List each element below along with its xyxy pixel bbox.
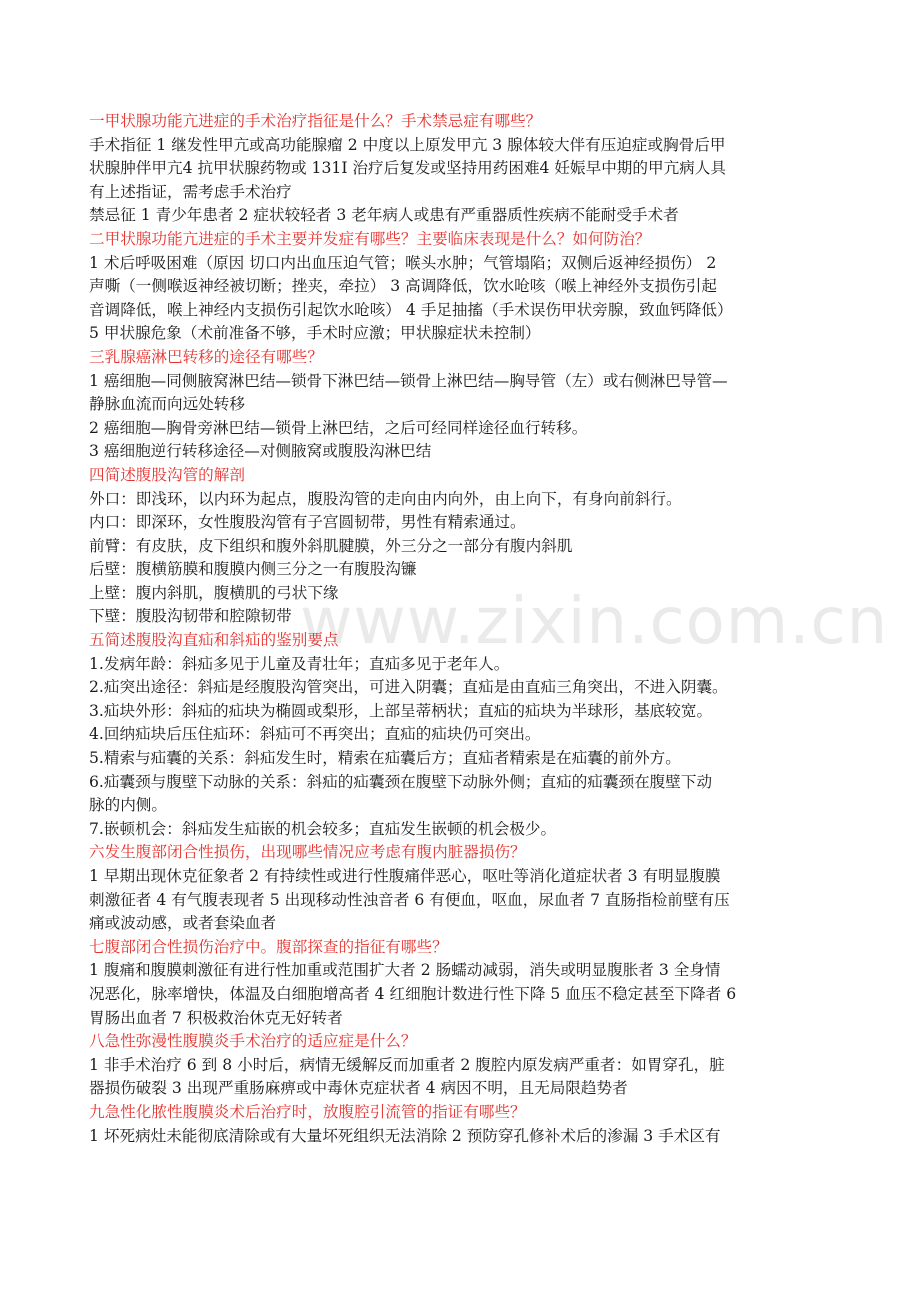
- text-line: 声嘶（一侧喉返神经被切断；挫夹，牵拉） 3 高调降低，饮水呛咳（喉上神经外支损伤引起: [89, 277, 717, 296]
- text-line: 2 癌细胞—胸骨旁淋巴结—锁骨上淋巴结，之后可经同样途径血行转移。: [89, 418, 588, 437]
- text-line: 禁忌征 1 青少年患者 2 症状较轻者 3 老年病人或患有严重器质性疾病不能耐受手术者: [89, 206, 679, 225]
- text-line: 1 坏死病灶未能彻底清除或有大量坏死组织无法消除 2 预防穿孔修补术后的渗漏 3 手术区有: [89, 1126, 721, 1145]
- text-line: 器损伤破裂 3 出现严重肠麻痹或中毒休克症状者 4 病因不明，且无局限趋势者: [89, 1079, 628, 1098]
- section-heading: 四简述腹股沟管的解剖: [89, 465, 245, 484]
- document-body: [89, 110, 834, 1148]
- text-line: 音调降低，喉上神经内支损伤引起饮水呛咳） 4 手足抽搐（手术误伤甲状旁腺，致血钙降低）: [89, 300, 733, 319]
- text-line: 3 癌细胞逆行转移途径—对侧腋窝或腹股沟淋巴结: [89, 442, 432, 461]
- section-heading: 二甲状腺功能亢进症的手术主要并发症有哪些？主要临床表现是什么？如何防治？: [89, 229, 651, 248]
- text-line: 后壁：腹横筋膜和腹膜内侧三分之一有腹股沟镰: [89, 560, 417, 579]
- text-line: 5 甲状腺危象（术前准备不够，手术时应激；甲状腺症状未控制）: [89, 324, 541, 343]
- text-line: 静脉血流而向远处转移: [89, 395, 245, 414]
- text-line: 内口：即深环，女性腹股沟管有子宫圆韧带，男性有精索通过。: [89, 513, 526, 532]
- text-line: 2.疝突出途径：斜疝是经腹股沟管突出，可进入阴囊；直疝是由直疝三角突出，不进入阴囊。: [89, 678, 728, 697]
- text-line: 状腺肿伴甲亢4 抗甲状腺药物或 131I 治疗后复发或坚持用药困难4 妊娠早中期的甲亢病人具: [89, 159, 726, 178]
- text-line: 1 腹痛和腹膜刺激征有进行性加重或范围扩大者 2 肠蠕动减弱，消失或明显腹胀者 3 全身情: [89, 961, 721, 980]
- text-line: 1 早期出现休克征象者 2 有持续性或进行性腹痛伴恶心，呕吐等消化道症状者 3 有明显腹膜: [89, 867, 721, 885]
- text-line: 下壁：腹股沟韧带和腔隙韧带: [89, 607, 292, 626]
- text-line: 5.精索与疝囊的关系：斜疝发生时，精索在疝囊后方；直疝者精索是在疝囊的前外方。: [89, 749, 681, 768]
- section-heading: 九急性化脓性腹膜炎术后治疗时，放腹腔引流管的指证有哪些？: [89, 1102, 526, 1121]
- text-line: 1 术后呼吸困难（原因 切口内出血压迫气管；喉头水肿；气管塌陷；双侧后返神经损伤） 2: [89, 253, 717, 272]
- text-line: 胃肠出血者 7 积极救治休克无好转者: [89, 1008, 343, 1027]
- text-line: 况恶化，脉率增快，体温及白细胞增高者 4 红细胞计数进行性下降 5 血压不稳定甚至下降者 6: [89, 984, 737, 1003]
- section-heading: 一甲状腺功能亢进症的手术治疗指征是什么？手术禁忌症有哪些？: [89, 112, 542, 130]
- section-heading: 六发生腹部闭合性损伤，出现哪些情况应考虑有腹内脏器损伤？: [89, 843, 526, 862]
- text-line: 外口：即浅环，以内环为起点，腹股沟管的走向由内向外，由上向下，有身向前斜行。: [89, 489, 682, 508]
- text-line: 有上述指证，需考虑手术治疗: [89, 182, 292, 201]
- section-heading: 三乳腺癌淋巴转移的途径有哪些？: [89, 347, 323, 366]
- text-line: 脉的内侧。: [89, 796, 167, 815]
- section-heading: 八急性弥漫性腹膜炎手术治疗的适应症是什么？: [89, 1032, 417, 1051]
- text-line: 前臂：有皮肤，皮下组织和腹外斜肌腱膜，外三分之一部分有腹内斜肌: [89, 536, 573, 555]
- text-line: 1.发病年龄：斜疝多见于儿童及青壮年；直疝多见于老年人。: [89, 654, 510, 673]
- text-line: 手术指征 1 继发性甲亢或高功能腺瘤 2 中度以上原发甲亢 3 腺体较大伴有压迫症或胸骨后甲: [89, 135, 726, 154]
- text-line: 1 非手术治疗 6 到 8 小时后，病情无缓解反而加重者 2 腹腔内原发病严重者：如胃穿孔，脏: [89, 1055, 725, 1074]
- text-line: 1 癌细胞—同侧腋窝淋巴结—锁骨下淋巴结—锁骨上淋巴结—胸导管（左）或右侧淋巴导管—: [89, 371, 728, 390]
- text-line: 7.嵌顿机会：斜疝发生疝嵌的机会较多；直疝发生嵌顿的机会极少。: [89, 819, 557, 838]
- watermark: www.zixin.com.cn: [300, 585, 889, 659]
- text-line: 4.回纳疝块后压住疝环：斜疝可不再突出；直疝的疝块仍可突出。: [89, 725, 541, 744]
- text-line: 上壁：腹内斜肌，腹横肌的弓状下缘: [89, 583, 339, 602]
- text-line: 3.疝块外形：斜疝的疝块为椭圆或梨形，上部呈蒂柄状；直疝的疝块为半球形，基底较宽。: [89, 701, 713, 720]
- section-heading: 七腹部闭合性损伤治疗中。腹部探查的指征有哪些？: [89, 937, 448, 956]
- section-heading: 五简述腹股沟直疝和斜疝的鉴别要点: [89, 631, 339, 650]
- text-line: 痛或波动感，或者套染血者: [89, 914, 277, 933]
- text-line: 刺激征者 4 有气腹表现者 5 出现移动性浊音者 6 有便血，呕血，尿血者 7 直肠指检前壁有压: [89, 890, 730, 909]
- text-line: 6.疝囊颈与腹壁下动脉的关系：斜疝的疝囊颈在腹壁下动脉外侧；直疝的疝囊颈在腹壁下动: [89, 772, 713, 791]
